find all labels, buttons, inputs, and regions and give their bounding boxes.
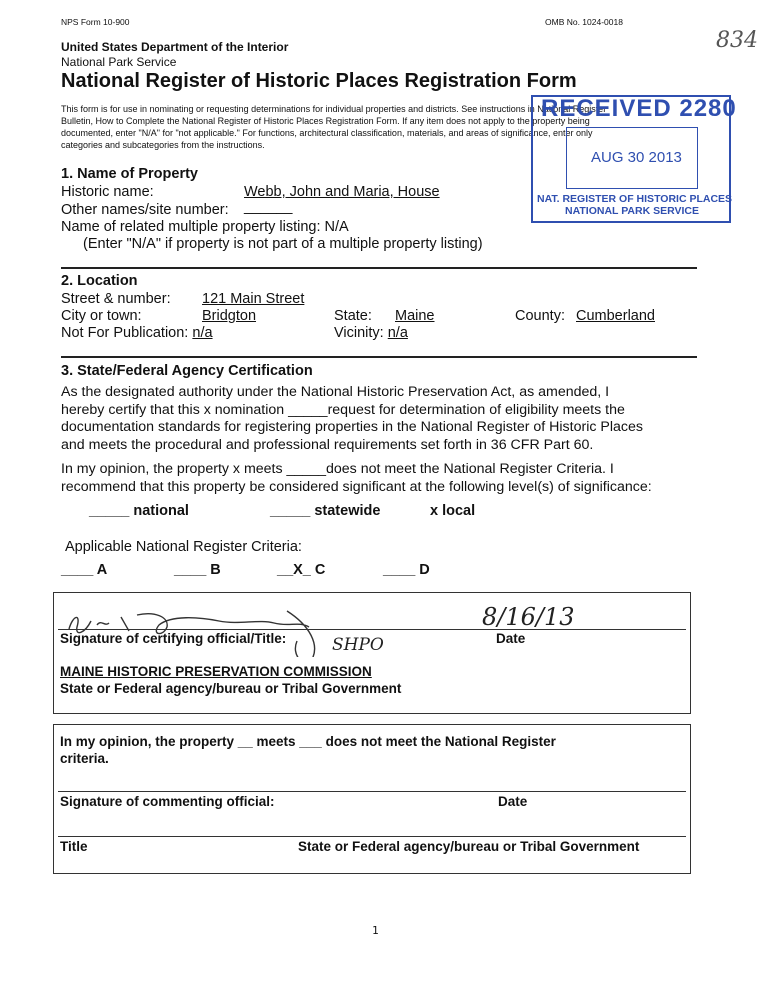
- street-label: Street & number:: [61, 291, 171, 307]
- other-names-value: ______: [244, 199, 293, 215]
- criteria-a: ____ A: [61, 562, 108, 578]
- other-names-label: Other names/site number:: [61, 202, 229, 218]
- instructions-line: categories and subcategories from the instructions.: [61, 140, 265, 150]
- level-national: _____ national: [89, 503, 189, 519]
- section-1-heading: 1. Name of Property: [61, 166, 198, 182]
- certification-line: and meets the procedural and professional requirements set forth in 36 CFR Part 60.: [61, 436, 594, 453]
- certifying-date-label: Date: [496, 631, 526, 646]
- section-divider: [61, 267, 697, 269]
- department-name: United States Department of the Interior: [61, 40, 289, 54]
- page-title: National Register of Historic Places Registration Form: [61, 70, 577, 92]
- stamp-line-2: NATIONAL PARK SERVICE: [565, 205, 699, 217]
- opinion-line: recommend that this property be considered significant at the following level(s) of significance:: [61, 478, 652, 495]
- commenting-opinion-line: In my opinion, the property __ meets ___ does not meet the National Register: [60, 734, 556, 749]
- instructions-line: Bulletin, How to Complete the National Register of Historic Places Registration Form. If any item does not apply to the property being: [61, 116, 590, 126]
- commenting-date-label: Date: [498, 794, 528, 809]
- commenting-signature-label: Signature of commenting official:: [60, 794, 275, 809]
- county-label: County:: [515, 308, 565, 324]
- handwritten-number: 834: [716, 28, 758, 53]
- stamp-line-1: NAT. REGISTER OF HISTORIC PLACES: [537, 193, 733, 205]
- service-name: National Park Service: [61, 55, 177, 69]
- certification-line: hereby certify that this x nomination _____request for determination of eligibility meets the: [61, 401, 625, 418]
- state-label: State:: [334, 308, 372, 324]
- related-listing-note: (Enter "N/A" if property is not part of a multiple property listing): [83, 236, 483, 252]
- instructions-line: This form is for use in nominating or requesting determinations for individual properties and districts. See instructions in National Register: [61, 104, 607, 114]
- level-local: x local: [430, 503, 476, 519]
- historic-name-label: Historic name:: [61, 184, 154, 200]
- certifying-signature-label: Signature of certifying official/Title:: [60, 631, 287, 646]
- vicinity-value: n/a: [387, 325, 408, 341]
- omb-number: OMB No. 1024-0018: [545, 17, 623, 27]
- stamp-date: AUG 30 2013: [591, 149, 682, 166]
- commenting-agency-label: State or Federal agency/bureau or Tribal Government: [298, 839, 640, 854]
- street-value: 121 Main Street: [202, 291, 305, 307]
- criteria-b: ____ B: [174, 562, 221, 578]
- commenting-title-label: Title: [60, 839, 88, 854]
- instructions: [61, 103, 606, 151]
- state-value: Maine: [395, 308, 435, 324]
- certification-box: [53, 592, 691, 714]
- criteria-d: ____ D: [383, 562, 430, 578]
- section-divider: [61, 356, 697, 358]
- commenting-opinion-line: criteria.: [60, 751, 109, 766]
- commenting-box: [53, 724, 691, 874]
- signature-line: [58, 629, 686, 630]
- certification-paragraph: [61, 384, 643, 454]
- not-for-publication: [61, 325, 213, 341]
- handwritten-date: 8/16/13: [482, 603, 575, 631]
- related-listing: [61, 219, 349, 235]
- section-2-heading: 2. Location: [61, 273, 138, 289]
- commenting-opinion: [60, 733, 556, 767]
- stamp-received-text: RECEIVED 2280: [541, 95, 737, 122]
- section-3-heading: 3. State/Federal Agency Certification: [61, 363, 313, 379]
- page-number: 1: [372, 924, 379, 937]
- related-listing-label: Name of related multiple property listing:: [61, 219, 321, 235]
- vicinity: [334, 325, 408, 341]
- city-value: Bridgton: [202, 308, 257, 324]
- city-label: City or town:: [61, 308, 142, 324]
- nfp-label: Not For Publication:: [61, 325, 189, 341]
- agency-name: MAINE HISTORIC PRESERVATION COMMISSION: [60, 664, 372, 679]
- handwritten-signature: [59, 597, 359, 657]
- certification-line: As the designated authority under the National Historic Preservation Act, as amended, I: [61, 384, 610, 400]
- criteria-c: __X_ C: [277, 562, 326, 578]
- opinion-paragraph: [61, 461, 652, 496]
- title-line: [58, 836, 686, 837]
- received-stamp: [531, 95, 737, 223]
- level-statewide: _____ statewide: [270, 503, 381, 519]
- signature-line: [58, 791, 686, 792]
- vicinity-label: Vicinity:: [334, 325, 384, 341]
- nfp-value: n/a: [192, 325, 213, 341]
- agency-label: State or Federal agency/bureau or Tribal Government: [60, 681, 402, 696]
- related-listing-value: N/A: [324, 219, 349, 235]
- historic-name-value: Webb, John and Maria, House: [244, 184, 440, 200]
- criteria-label: Applicable National Register Criteria:: [65, 539, 302, 555]
- certification-line: documentation standards for registering properties in the National Register of Historic Places: [61, 419, 643, 435]
- county-value: Cumberland: [576, 308, 655, 324]
- instructions-line: documented, enter "N/A" for "not applicable." For functions, architectural classification, materials, and areas of significance, enter only: [61, 128, 593, 138]
- opinion-line: In my opinion, the property x meets _____does not meet the National Register Criteria. I: [61, 461, 614, 477]
- handwritten-title: SHPO: [332, 635, 384, 655]
- form-number: NPS Form 10-900: [61, 17, 130, 27]
